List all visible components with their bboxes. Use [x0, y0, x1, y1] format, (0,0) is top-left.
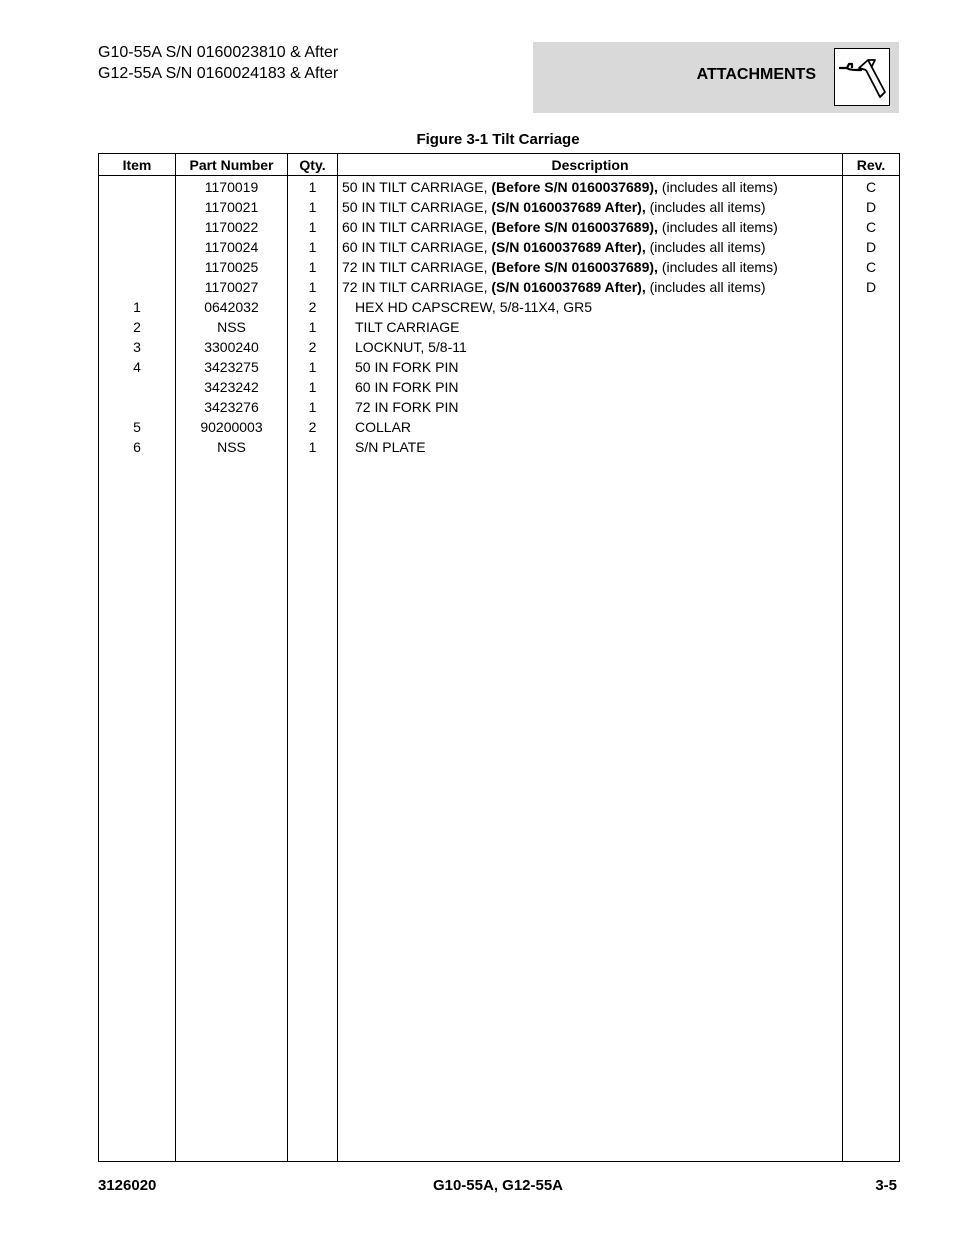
- table-row: [99, 176, 900, 198]
- cell-description: 60 IN FORK PIN: [338, 377, 843, 397]
- table-row: [99, 417, 900, 437]
- table-row: [99, 377, 900, 397]
- cell-rev: [843, 337, 900, 357]
- cell-item: [99, 217, 176, 237]
- table-row: [99, 337, 900, 357]
- cell-description: HEX HD CAPSCREW, 5/8-11X4, GR5: [338, 297, 843, 317]
- cell-part-number: 90200003: [176, 417, 288, 437]
- parts-table: [98, 153, 900, 1162]
- cell-rev: D: [843, 277, 900, 297]
- cell-item: 6: [99, 437, 176, 457]
- cell-rev: [843, 317, 900, 337]
- footer-models: G10-55A, G12-55A: [432, 1177, 564, 1194]
- cell-qty: 1: [288, 217, 338, 237]
- col-header-rev: Rev.: [843, 154, 900, 176]
- cell-item: 5: [99, 417, 176, 437]
- table-row: [99, 317, 900, 337]
- cell-part-number: 1170025: [176, 257, 288, 277]
- cell-qty: 1: [288, 237, 338, 257]
- model-line-2: G12-55A S/N 0160024183 & After: [98, 65, 339, 82]
- table-row: [99, 197, 900, 217]
- table-row: [99, 277, 900, 297]
- cell-qty: 1: [288, 317, 338, 337]
- table-header-row: [99, 154, 900, 176]
- cell-item: [99, 257, 176, 277]
- cell-qty: 1: [288, 377, 338, 397]
- col-header-part-number: Part Number: [176, 154, 288, 176]
- cell-rev: C: [843, 176, 900, 198]
- cell-qty: 1: [288, 277, 338, 297]
- cell-part-number: 3300240: [176, 337, 288, 357]
- table-row: [99, 237, 900, 257]
- cell-description: 72 IN TILT CARRIAGE, (Before S/N 0160037689), (includes all items): [338, 257, 843, 277]
- table-row: [99, 397, 900, 417]
- cell-item: [99, 377, 176, 397]
- cell-description: 50 IN TILT CARRIAGE, (S/N 0160037689 After), (includes all items): [338, 197, 843, 217]
- cell-part-number: 1170027: [176, 277, 288, 297]
- cell-description: 50 IN FORK PIN: [338, 357, 843, 377]
- cell-part-number: 1170019: [176, 176, 288, 198]
- cell-rev: [843, 377, 900, 397]
- table-row: [99, 297, 900, 317]
- cell-qty: 2: [288, 297, 338, 317]
- cell-item: 3: [99, 337, 176, 357]
- col-header-qty: Qty.: [288, 154, 338, 176]
- cell-part-number: 3423276: [176, 397, 288, 417]
- cell-description: 60 IN TILT CARRIAGE, (Before S/N 0160037689), (includes all items): [338, 217, 843, 237]
- cell-rev: [843, 297, 900, 317]
- cell-part-number: 3423275: [176, 357, 288, 377]
- model-line-1: G10-55A S/N 0160023810 & After: [98, 44, 339, 61]
- cell-description: 72 IN FORK PIN: [338, 397, 843, 417]
- cell-item: [99, 237, 176, 257]
- table-filler-row: [99, 457, 900, 1162]
- cell-item: 4: [99, 357, 176, 377]
- cell-item: 2: [99, 317, 176, 337]
- cell-qty: 1: [288, 357, 338, 377]
- table-row: [99, 357, 900, 377]
- col-header-item: Item: [99, 154, 176, 176]
- cell-qty: 1: [288, 437, 338, 457]
- cell-rev: D: [843, 237, 900, 257]
- section-header: [533, 42, 899, 113]
- cell-part-number: 0642032: [176, 297, 288, 317]
- cell-rev: [843, 357, 900, 377]
- cell-qty: 1: [288, 397, 338, 417]
- cell-qty: 1: [288, 257, 338, 277]
- cell-description: COLLAR: [338, 417, 843, 437]
- cell-item: [99, 277, 176, 297]
- table-row: [99, 257, 900, 277]
- cell-qty: 2: [288, 337, 338, 357]
- cell-description: 60 IN TILT CARRIAGE, (S/N 0160037689 After), (includes all items): [338, 237, 843, 257]
- cell-part-number: 1170024: [176, 237, 288, 257]
- cell-part-number: 1170021: [176, 197, 288, 217]
- cell-part-number: 3423242: [176, 377, 288, 397]
- cell-rev: [843, 397, 900, 417]
- header-models: [98, 42, 338, 84]
- cell-part-number: 1170022: [176, 217, 288, 237]
- cell-item: [99, 397, 176, 417]
- cell-description: LOCKNUT, 5/8-11: [338, 337, 843, 357]
- cell-qty: 1: [288, 176, 338, 198]
- section-title: ATTACHMENTS: [696, 66, 816, 83]
- cell-qty: 1: [288, 197, 338, 217]
- figure-title: Figure 3-1 Tilt Carriage: [416, 131, 580, 148]
- cell-part-number: NSS: [176, 317, 288, 337]
- cell-item: [99, 176, 176, 198]
- cell-description: TILT CARRIAGE: [338, 317, 843, 337]
- footer-page-number: 3-5: [875, 1177, 897, 1194]
- cell-description: S/N PLATE: [338, 437, 843, 457]
- attachment-tool-icon: [834, 48, 890, 106]
- cell-rev: C: [843, 257, 900, 277]
- cell-rev: [843, 437, 900, 457]
- table-row: [99, 437, 900, 457]
- cell-rev: C: [843, 217, 900, 237]
- cell-item: 1: [99, 297, 176, 317]
- cell-item: [99, 197, 176, 217]
- cell-description: 72 IN TILT CARRIAGE, (S/N 0160037689 After), (includes all items): [338, 277, 843, 297]
- footer-doc-number: 3126020: [98, 1177, 157, 1194]
- col-header-description: Description: [338, 154, 843, 176]
- cell-rev: [843, 417, 900, 437]
- cell-part-number: NSS: [176, 437, 288, 457]
- cell-qty: 2: [288, 417, 338, 437]
- table-row: [99, 217, 900, 237]
- cell-rev: D: [843, 197, 900, 217]
- cell-description: 50 IN TILT CARRIAGE, (Before S/N 0160037689), (includes all items): [338, 176, 843, 198]
